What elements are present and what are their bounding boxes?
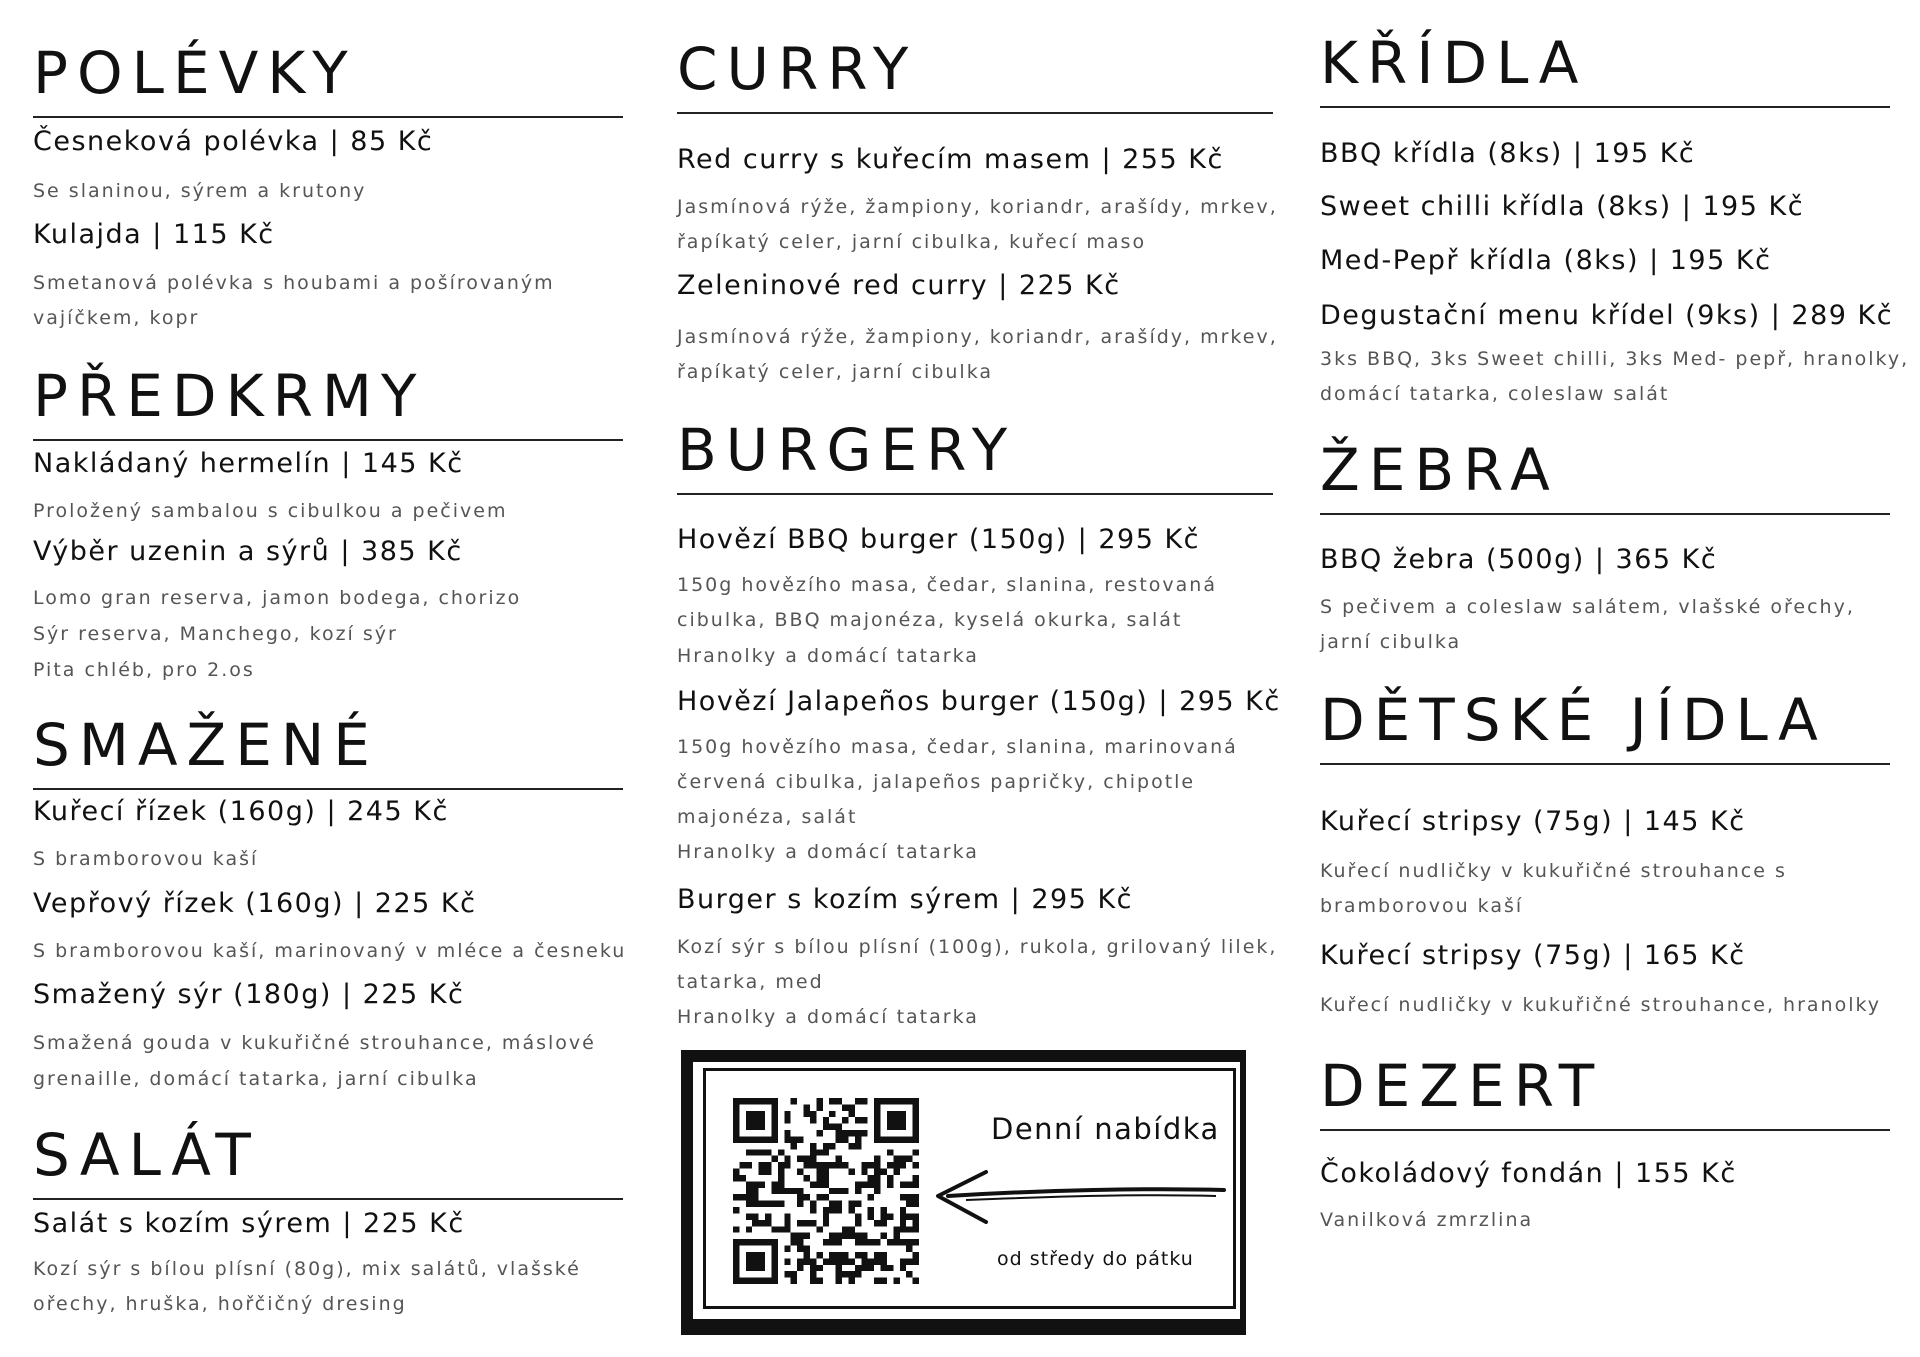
menu-item-desc: Kozí sýr s bílou plísní (80g), mix salátů, vlašské <box>33 1258 581 1280</box>
section-burgery <box>677 416 1273 495</box>
section-title: DĚTSKÉ JÍDLA <box>1320 686 1827 754</box>
menu-item-desc: Hranolky a domácí tatarka <box>677 1006 979 1028</box>
section-detske <box>1320 686 1890 765</box>
section-kridla <box>1320 29 1890 108</box>
daily-menu-label: Denní nabídka <box>991 1112 1220 1146</box>
menu-item-desc: 150g hovězího masa, čedar, slanina, restovaná <box>677 574 1217 596</box>
menu-item-desc: Kozí sýr s bílou plísní (100g), rukola, grilovaný lilek, <box>677 936 1278 958</box>
section-title: SALÁT <box>33 1121 260 1189</box>
menu-item-desc: 150g hovězího masa, čedar, slanina, marinovaná <box>677 736 1238 758</box>
section-title: ŽEBRA <box>1320 436 1559 504</box>
menu-item-desc: vajíčkem, kopr <box>33 307 200 329</box>
menu-item-desc: cibulka, BBQ majonéza, kyselá okurka, salát <box>677 609 1183 631</box>
section-divider <box>1320 1129 1890 1131</box>
section-zebra <box>1320 436 1890 515</box>
section-curry <box>677 35 1273 114</box>
menu-item-desc: grenaille, domácí tatarka, jarní cibulka <box>33 1068 479 1090</box>
menu-item-desc: Kuřecí nudličky v kukuřičné strouhance s <box>1320 860 1787 882</box>
menu-item-title: Med-Pepř křídla (8ks) | 195 Kč <box>1320 245 1772 276</box>
section-divider <box>1320 763 1890 765</box>
menu-item-title: Salát s kozím sýrem | 225 Kč <box>33 1208 465 1239</box>
section-divider <box>33 116 623 118</box>
menu-item-title: Česneková polévka | 85 Kč <box>33 126 434 157</box>
menu-item-title: Zeleninové red curry | 225 Kč <box>677 270 1121 301</box>
menu-item-title: Kuřecí řízek (160g) | 245 Kč <box>33 796 449 827</box>
arrow-left-icon <box>926 1160 1226 1230</box>
menu-item-desc: bramborovou kaší <box>1320 895 1524 917</box>
menu-item-desc: Pita chléb, pro 2.os <box>33 659 255 681</box>
menu-item-desc: Smetanová polévka s houbami a pošírovaným <box>33 272 555 294</box>
section-title: DEZERT <box>1320 1052 1604 1120</box>
menu-item-desc: Jasmínová rýže, žampiony, koriandr, arašídy, mrkev, <box>677 326 1278 348</box>
section-divider <box>677 493 1273 495</box>
menu-item-title: Kuřecí stripsy (75g) | 145 Kč <box>1320 806 1746 837</box>
menu-item-title: Sweet chilli křídla (8ks) | 195 Kč <box>1320 191 1805 222</box>
menu-item-desc: Jasmínová rýže, žampiony, koriandr, arašídy, mrkev, <box>677 196 1278 218</box>
menu-item-desc: Kuřecí nudličky v kukuřičné strouhance, hranolky <box>1320 994 1882 1016</box>
section-divider <box>33 788 623 790</box>
menu-item-title: Hovězí Jalapeños burger (150g) | 295 Kč <box>677 686 1281 717</box>
menu-item-desc: Se slaninou, sýrem a krutony <box>33 180 367 202</box>
menu-item-desc: Sýr reserva, Manchego, kozí sýr <box>33 623 398 645</box>
section-title: SMAŽENÉ <box>33 711 379 779</box>
section-divider <box>1320 513 1890 515</box>
section-title: POLÉVKY <box>33 39 357 107</box>
menu-item-title: Red curry s kuřecím masem | 255 Kč <box>677 144 1224 175</box>
menu-item-desc: červená cibulka, jalapeños papričky, chipotle <box>677 771 1196 793</box>
menu-item-title: Hovězí BBQ burger (150g) | 295 Kč <box>677 524 1201 555</box>
section-salat <box>33 1121 623 1200</box>
menu-item-desc: řapíkatý celer, jarní cibulka <box>677 361 994 383</box>
menu-item-desc: S bramborovou kaší, marinovaný v mléce a česneku <box>33 940 627 962</box>
menu-item-title: Nakládaný hermelín | 145 Kč <box>33 448 464 479</box>
section-divider <box>33 1198 623 1200</box>
menu-item-title: Degustační menu křídel (9ks) | 289 Kč <box>1320 300 1894 331</box>
menu-item-title: BBQ žebra (500g) | 365 Kč <box>1320 544 1718 575</box>
daily-menu-box[interactable] <box>681 1050 1246 1335</box>
menu-item-desc: Hranolky a domácí tatarka <box>677 645 979 667</box>
qr-code-icon[interactable] <box>733 1098 919 1284</box>
section-predkrmy <box>33 362 623 441</box>
section-divider <box>33 439 623 441</box>
menu-item-title: BBQ křídla (8ks) | 195 Kč <box>1320 138 1696 169</box>
section-title: CURRY <box>677 35 918 103</box>
menu-item-desc: Hranolky a domácí tatarka <box>677 841 979 863</box>
menu-item-desc: Smažená gouda v kukuřičné strouhance, máslové <box>33 1032 596 1054</box>
menu-item-desc: majonéza, salát <box>677 806 858 828</box>
section-title: PŘEDKRMY <box>33 362 426 430</box>
menu-item-desc: Vanilková zmrzlina <box>1320 1209 1534 1231</box>
section-polevky <box>33 39 623 118</box>
menu-item-desc: S pečivem a coleslaw salátem, vlašské ořechy, <box>1320 596 1855 618</box>
menu-item-desc: ořechy, hruška, hořčičný dresing <box>33 1293 407 1315</box>
menu-item-desc: tatarka, med <box>677 971 824 993</box>
section-smazene <box>33 711 623 790</box>
menu-item-desc: řapíkatý celer, jarní cibulka, kuřecí maso <box>677 231 1147 253</box>
section-divider <box>677 112 1273 114</box>
menu-item-title: Vepřový řízek (160g) | 225 Kč <box>33 888 477 919</box>
menu-item-desc: jarní cibulka <box>1320 631 1462 653</box>
menu-item-title: Kuřecí stripsy (75g) | 165 Kč <box>1320 940 1746 971</box>
menu-item-desc: Lomo gran reserva, jamon bodega, chorizo <box>33 587 522 609</box>
menu-item-title: Burger s kozím sýrem | 295 Kč <box>677 884 1133 915</box>
menu-item-desc: 3ks BBQ, 3ks Sweet chilli, 3ks Med- pepř, hranolky, <box>1320 348 1910 370</box>
menu-item-title: Výběr uzenin a sýrů | 385 Kč <box>33 536 463 567</box>
menu-item-desc: domácí tatarka, coleslaw salát <box>1320 383 1670 405</box>
section-title: KŘÍDLA <box>1320 29 1588 97</box>
section-title: BURGERY <box>677 416 1017 484</box>
menu-item-desc: S bramborovou kaší <box>33 848 259 870</box>
daily-menu-sublabel: od středy do pátku <box>997 1248 1194 1270</box>
menu-item-title: Smažený sýr (180g) | 225 Kč <box>33 979 465 1010</box>
section-dezert <box>1320 1052 1890 1131</box>
section-divider <box>1320 106 1890 108</box>
menu-item-desc: Proložený sambalou s cibulkou a pečivem <box>33 500 508 522</box>
menu-item-title: Čokoládový fondán | 155 Kč <box>1320 1158 1737 1189</box>
menu-item-title: Kulajda | 115 Kč <box>33 219 275 250</box>
